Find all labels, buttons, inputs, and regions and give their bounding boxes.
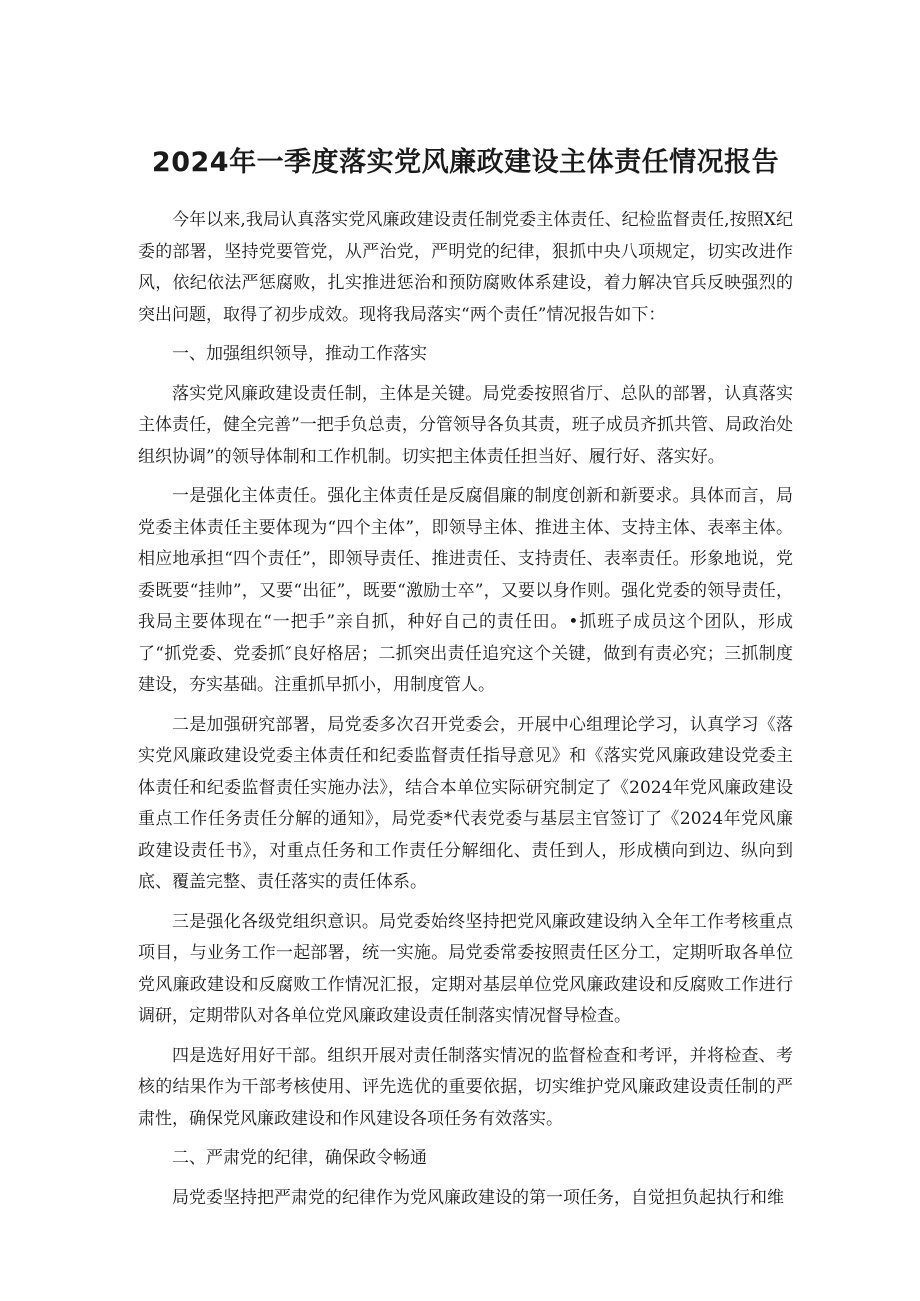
body-paragraph: 三是强化各级党组织意识。局党委始终坚持把党风廉政建设纳入全年工作考核重点项目，与业务工作一起部署，统一实施。局党委常委按照责任区分工，定期听取各单位党风廉政建设和反腐败工作情况汇报，定期对基层单位党风廉政建设和反腐败工作进行调研，定期带队对各单位党风廉政建设责任制落实情况督导检查。 [138,911,793,1026]
section-heading-2: 二、严肃党的纪律，确保政令畅通 [172,1148,427,1168]
document-page [138,140,793,1222]
body-paragraph: 落实党风廉政建设责任制，主体是关键。局党委按照省厅、总队的部署，认真落实主体责任，健全完善”一把手负总责，分管领导各负其责，班子成员齐抓共管、局政治处组织协调”的领导体制和工作机制。切实把主体责任担当好、履行好、落实好。 [138,383,793,467]
intro-paragraph: 今年以来,我局认真落实党风廉政建设责任制党委主体责任、纪检监督责任,按照X纪委的部署，坚持党要管党，从严治党，严明党的纪律，狠抓中央八项规定，切实改进作风，依纪依法严惩腐败，扎实推进惩治和预防腐败体系建设，着力解决官兵反映强烈的突出问题，取得了初步成效。现将我局落实“两个责任”情况报告如下： [138,210,793,325]
body-paragraph: 二是加强研究部署，局党委多次召开党委会，开展中心组理论学习，认真学习《落实党风廉政建设党委主体责任和纪委监督责任指导意见》和《落实党风廉政建设党委主体责任和纪委监督责任实施办法》，结合本单位实际研究制定了《2024年党风廉政建设重点工作任务责任分解的通知》，局党委*代表党委与基层主官签订了《2024年党风廉政建设责任书》，对重点任务和工作责任分解细化、责任到人，形成横向到边、纵向到底、覆盖完整、责任落实的责任体系。 [138,714,793,892]
document-title: 2024年一季度落实党风廉政建设主体责任情况报告 [151,147,780,178]
body-paragraph: 局党委坚持把严肃党的纪律作为党风廉政建设的第一项任务，自觉担负起执行和维 [172,1187,784,1208]
body-paragraph: 一是强化主体责任。强化主体责任是反腐倡廉的制度创新和新要求。具体而言，局党委主体责任主要体现为“四个主体”，即领导主体、推进主体、支持主体、表率主体。相应地承担“四个责任”，即领导责任、推进责任、支持责任、表率责任。形象地说，党委既要“挂帅”，又要“出征”，既要“激励士卒”，又要以身作则。强化党委的领导责任，我局主要体现在“一把手”亲自抓，种好自己的责任田。•抓班子成员这个团队，形成了“抓党委、党委抓″良好格居；二抓突出责任追究这个关键，做到有责必究；三抓制度建设，夯实基础。注重抓早抓小，用制度管人。 [138,486,793,695]
body-paragraph: 四是选好用好干部。组织开展对责任制落实情况的监督检查和考评，并将检查、考核的结果作为干部考核使用、评先选优的重要依据，切实维护党风廉政建设责任制的严肃性，确保党风廉政建设和作风建设各项任务有效落实。 [138,1045,793,1129]
section-heading-1: 一、加强组织领导，推动工作落实 [172,344,427,364]
